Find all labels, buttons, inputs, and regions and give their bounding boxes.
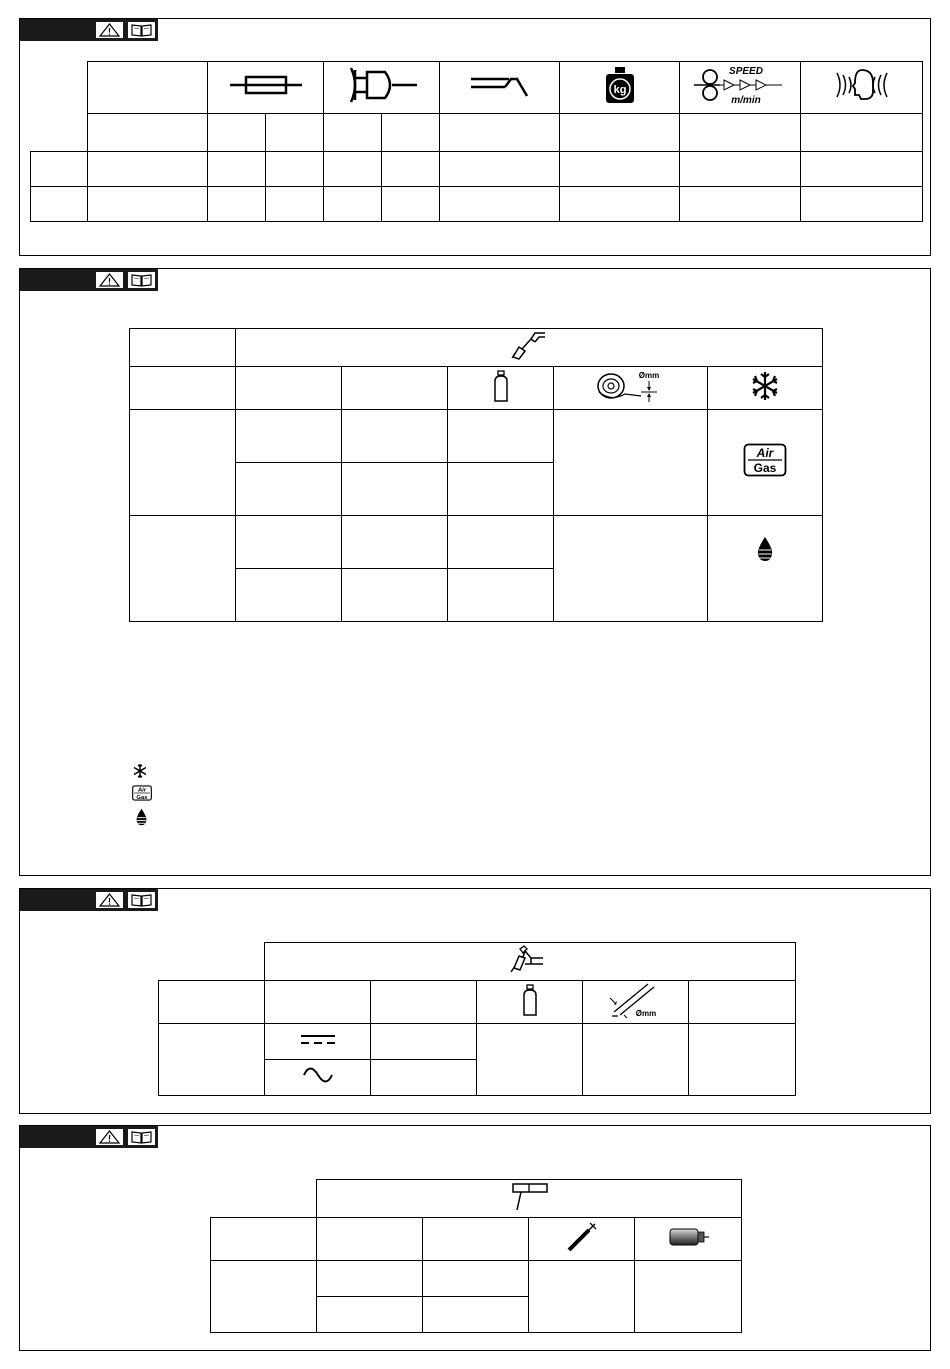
table-cell: [211, 1261, 317, 1333]
svg-text:Gas: Gas: [753, 461, 777, 475]
svg-text:Ømm: Ømm: [638, 370, 659, 380]
cooling-snowflake-icon: [749, 370, 781, 402]
electrode-diameter-header: [583, 981, 689, 1024]
table-cell: [423, 1218, 529, 1261]
section-tab: [20, 1126, 158, 1148]
table-cell: [266, 152, 324, 187]
electrode-holder-icon: [509, 1180, 549, 1212]
table-cell: [211, 1218, 317, 1261]
warning-icon: [96, 272, 123, 288]
wire-spool-header: [554, 367, 708, 410]
table-cell: [382, 152, 440, 187]
section-tab: [20, 269, 158, 291]
svg-text:SPEED: SPEED: [729, 66, 763, 77]
mma-data-table: [210, 1179, 742, 1333]
warning-icon: [96, 892, 123, 908]
table-cell: [371, 981, 477, 1024]
warning-icon: [96, 22, 123, 38]
table-cell: [266, 187, 324, 222]
weight-header: [560, 62, 680, 114]
table-cell: [801, 187, 923, 222]
air-gas-icon: [743, 443, 787, 477]
svg-text:Air: Air: [756, 446, 774, 460]
table-cell: [560, 114, 680, 152]
svg-text:Ømm: Ømm: [635, 1008, 656, 1018]
panel-tig-data: [19, 888, 931, 1114]
wire-speed-header: [680, 62, 801, 114]
gas-header: [448, 367, 554, 410]
table-cell: [560, 152, 680, 187]
dc-cell: [265, 1024, 371, 1060]
panel-mma-data: [19, 1125, 931, 1351]
gas-cylinder-icon: [491, 369, 511, 403]
ac-icon: [301, 1066, 335, 1084]
table-cell: [88, 187, 208, 222]
table-cell: [159, 1024, 265, 1096]
table-cell: [324, 114, 382, 152]
weight-kg-icon: [603, 65, 637, 105]
electrode-header: [529, 1218, 635, 1261]
tig-torch-header: [265, 943, 796, 981]
table-cell: [208, 187, 266, 222]
table-cell: [159, 981, 265, 1024]
power-data-table: [30, 61, 923, 222]
warning-icon: [96, 1129, 123, 1145]
table-cell: [236, 569, 342, 622]
table-cell: [317, 1261, 423, 1297]
table-cell: [236, 410, 342, 463]
noise-header: [801, 62, 923, 114]
table-cell: [680, 152, 801, 187]
table-cell: [342, 463, 448, 516]
table-cell: [266, 114, 324, 152]
dc-icon: [298, 1032, 338, 1046]
liquid-cell: [708, 516, 823, 622]
wire-speed-icon: [690, 63, 790, 107]
table-cell: [317, 1218, 423, 1261]
svg-text:kg: kg: [613, 84, 626, 96]
table-cell: [130, 410, 236, 516]
cooling-header: [708, 367, 823, 410]
table-cell: [317, 1297, 423, 1333]
table-cell: [680, 187, 801, 222]
table-cell: [635, 1261, 742, 1333]
header-cell: [88, 62, 208, 114]
table-cell: [208, 114, 266, 152]
mig-data-table: [129, 328, 823, 622]
table-row: [31, 152, 923, 187]
table-cell: [554, 410, 708, 516]
fuse-icon: [226, 70, 306, 100]
svg-text:Gas: Gas: [136, 794, 148, 801]
table-cell: [801, 152, 923, 187]
table-cell: [423, 1297, 529, 1333]
mig-torch-header: [236, 329, 823, 367]
table-cell: [371, 1024, 477, 1060]
table-cell: [440, 152, 560, 187]
panel-mig-data: [19, 268, 931, 876]
table-cell: [448, 463, 554, 516]
table-cell: [130, 329, 236, 367]
electrode-diameter-icon: [604, 982, 668, 1018]
table-cell: [382, 187, 440, 222]
empty-corner: [31, 62, 88, 114]
table-cell: [689, 1024, 796, 1096]
wire-spool-icon: [591, 368, 671, 404]
table-cell: [130, 516, 236, 622]
air-gas-cell: [708, 410, 823, 516]
cable-icon: [465, 68, 535, 102]
table-cell: [342, 569, 448, 622]
table-cell: [801, 114, 923, 152]
empty-corner: [211, 1180, 317, 1218]
manual-book-icon: [128, 1129, 155, 1145]
tig-torch-icon: [507, 944, 553, 974]
manual-book-icon: [128, 272, 155, 288]
table-cell: [583, 1024, 689, 1096]
air-gas-icon: [132, 785, 152, 801]
electrode-holder-header: [317, 1180, 742, 1218]
cable-header: [440, 62, 560, 114]
table-cell: [680, 114, 801, 152]
table-cell: [342, 367, 448, 410]
table-cell: [448, 569, 554, 622]
table-cell: [31, 187, 88, 222]
table-cell: [236, 367, 342, 410]
table-cell: [448, 410, 554, 463]
section-tab: [20, 19, 158, 41]
plug-header: [324, 62, 440, 114]
table-cell: [477, 1024, 583, 1096]
table-row: [31, 187, 923, 222]
noise-ear-icon: [817, 65, 907, 105]
table-cell: [208, 152, 266, 187]
table-cell: [265, 981, 371, 1024]
table-cell: [88, 114, 208, 152]
electrode-pack-icon: [666, 1226, 710, 1248]
table-cell: [689, 981, 796, 1024]
empty-corner: [31, 114, 88, 152]
liquid-drop-icon: [756, 536, 774, 562]
table-cell: [324, 152, 382, 187]
mig-torch-icon: [509, 329, 549, 361]
table-cell: [31, 152, 88, 187]
table-cell: [324, 187, 382, 222]
table-cell: [560, 187, 680, 222]
section-tab: [20, 889, 158, 911]
electrode-pack-header: [635, 1218, 742, 1261]
table-cell: [342, 410, 448, 463]
gas-header: [477, 981, 583, 1024]
manual-book-icon: [128, 892, 155, 908]
table-cell: [440, 114, 560, 152]
cooling-snowflake-icon: [132, 763, 148, 779]
table-cell: [371, 1060, 477, 1096]
tig-data-table: [158, 942, 796, 1096]
table-cell: [130, 367, 236, 410]
table-cell: [554, 516, 708, 622]
plug-icon: [337, 64, 427, 106]
liquid-drop-icon: [135, 808, 148, 826]
table-cell: [529, 1261, 635, 1333]
table-cell: [236, 463, 342, 516]
empty-corner: [159, 943, 265, 981]
table-cell: [236, 516, 342, 569]
electrode-icon: [565, 1220, 599, 1254]
svg-text:m/min: m/min: [731, 95, 761, 106]
panel-power-data: [19, 18, 931, 256]
manual-book-icon: [128, 22, 155, 38]
table-cell: [382, 114, 440, 152]
ac-cell: [265, 1060, 371, 1096]
fuse-header: [208, 62, 324, 114]
table-cell: [423, 1261, 529, 1297]
table-cell: [440, 187, 560, 222]
table-cell: [448, 516, 554, 569]
svg-text:Air: Air: [137, 787, 147, 794]
gas-cylinder-icon: [520, 983, 540, 1017]
table-cell: [88, 152, 208, 187]
table-cell: [342, 516, 448, 569]
